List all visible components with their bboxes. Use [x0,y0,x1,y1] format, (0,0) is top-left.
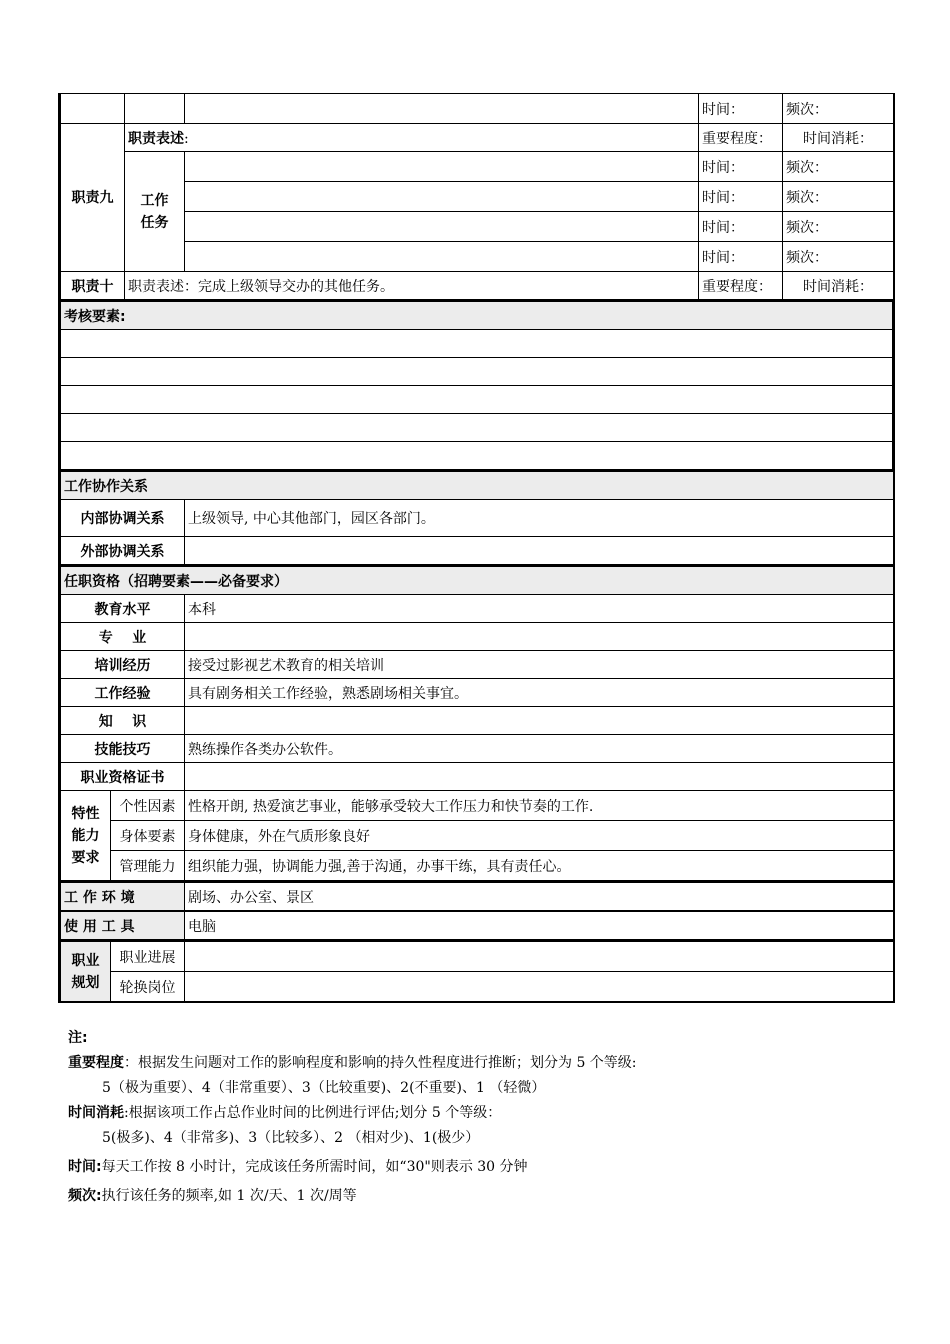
qual-value: 具有剧务相关工作经验，熟悉剧场相关事宜。 [185,679,894,707]
trait-value: 性格开朗, 热爱演艺事业，能够承受较大工作压力和快节奏的工作. [185,791,894,821]
cooperation-table [60,470,894,565]
qual-value: 接受过影视艺术教育的相关培训 [185,651,894,679]
duty-ten-label: 职责十 [61,272,125,300]
career-table [60,940,894,1003]
time-cell: 时间： [699,182,783,212]
task-content [185,182,699,212]
freq-cell: 频次： [783,242,894,272]
assessment-row [61,442,893,470]
trait-label: 个性因素 [111,791,185,821]
internal-label: 内部协调关系 [61,500,185,537]
time-cell: 时间： [699,94,783,124]
duty-nine-label: 职责九 [61,124,125,272]
trait-label: 管理能力 [111,851,185,881]
career-row-value [185,941,894,972]
qual-value [185,623,894,651]
qual-value [185,707,894,735]
qualification-title: 任职资格（招聘要素——必备要求） [61,566,894,595]
career-row-label: 轮换岗位 [111,972,185,1003]
duty-ten-desc: 职责表述：完成上级领导交办的其他任务。 [125,272,699,300]
notes-section [68,1026,637,1209]
trait-value: 身体健康，外在气质形象良好 [185,821,894,851]
external-label: 外部协调关系 [61,537,185,565]
qual-label: 工作经验 [61,679,185,707]
note-importance-levels: 5（极为重要）、4（非常重要）、3（比较重要)、2(不重要)、1 （轻微） [102,1080,546,1096]
tools-label: 使 用 工 具 [61,911,185,940]
qual-label: 职业资格证书 [61,763,185,791]
task-content [185,212,699,242]
external-value [185,537,894,565]
time-cost-cell: 时间消耗： [783,124,894,152]
note-importance: 重要程度：根据发生问题对工作的影响程度和影响的持久性程度进行推断；划分为 5 个等级: [68,1055,637,1071]
internal-value: 上级领导, 中心其他部门，园区各部门。 [185,500,894,537]
duty-table [60,93,894,300]
qual-label: 培训经历 [61,651,185,679]
trait-value: 组织能力强，协调能力强,善于沟通，办事干练，具有责任心。 [185,851,894,881]
importance-cell: 重要程度： [699,124,783,152]
note-timecost: 时间消耗:根据该项工作占总作业时间的比例进行评估;划分 5 个等级： [68,1105,502,1121]
qual-label: 技能技巧 [61,735,185,763]
assessment-row [61,330,893,358]
note-timecost-levels: 5(极多)、4（非常多)、3（比较多）、2 （相对少)、1(极少） [102,1130,480,1146]
qual-label: 知 识 [61,707,185,735]
assessment-table [60,300,893,470]
note-freq: 频次:执行该任务的频率,如 1 次/天、1 次/周等 [68,1188,357,1204]
job-description-table [58,93,895,1003]
task-content [185,242,699,272]
assessment-title: 考核要素: [61,301,893,330]
qual-value [185,763,894,791]
career-row-label: 职业进展 [111,941,185,972]
qual-value: 熟练操作各类办公软件。 [185,735,894,763]
time-cell: 时间： [699,242,783,272]
time-cell: 时间： [699,212,783,242]
duty-nine-desc: 职责表述: [125,124,699,152]
freq-cell: 频次： [783,212,894,242]
note-time: 时间:每天工作按 8 小时计，完成该任务所需时间，如“30"则表示 30 分钟 [68,1159,528,1175]
task-content [185,152,699,182]
career-row-value [185,972,894,1003]
assessment-row [61,358,893,386]
traits-label: 特性能力要求 [61,791,111,881]
cooperation-title: 工作协作关系 [61,471,894,500]
environment-label: 工 作 环 境 [61,882,185,911]
freq-cell: 频次： [783,94,894,124]
task-label: 工作任务 [125,152,185,272]
freq-cell: 频次： [783,182,894,212]
qualification-table [60,565,894,881]
qual-label: 教育水平 [61,595,185,623]
time-cost-cell: 时间消耗： [783,272,894,300]
importance-cell: 重要程度： [699,272,783,300]
assessment-row [61,386,893,414]
qual-label: 专 业 [61,623,185,651]
freq-cell: 频次： [783,152,894,182]
assessment-row [61,414,893,442]
career-label: 职业规划 [61,941,111,1002]
time-cell: 时间： [699,152,783,182]
environment-table [60,881,894,940]
environment-value: 剧场、办公室、景区 [185,882,894,911]
trait-label: 身体要素 [111,821,185,851]
notes-title: 注: [68,1030,88,1046]
tools-value: 电脑 [185,911,894,940]
qual-value: 本科 [185,595,894,623]
